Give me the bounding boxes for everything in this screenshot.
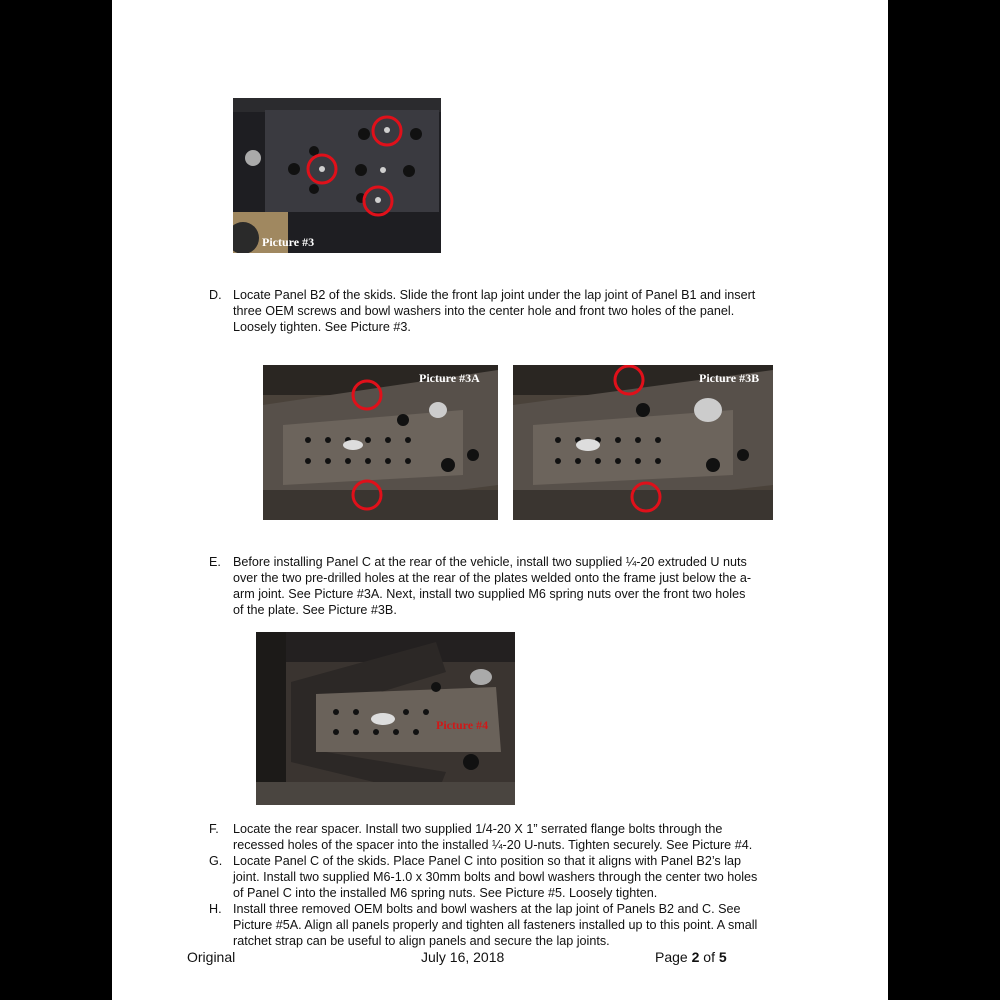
step-line: joint. Install two supplied M6-1.0 x 30mm bolts and bowl washers through the center two holes: [233, 870, 758, 884]
picture-3a-image: [263, 365, 498, 520]
step-letter: F.: [209, 822, 219, 836]
step-d: [209, 287, 829, 335]
step-text: [233, 853, 757, 901]
step-text: [233, 901, 757, 949]
footer-date: July 16, 2018: [421, 949, 505, 965]
step-h: [209, 901, 829, 949]
step-line: Before installing Panel C at the rear of the vehicle, install two supplied ¼-20 extruded U nuts: [233, 555, 747, 569]
step-line: Locate the rear spacer. Install two supplied 1/4-20 X 1” serrated flange bolts through the: [233, 822, 723, 836]
picture-3b-caption: Picture #3B: [699, 371, 760, 385]
step-text: [233, 821, 752, 853]
step-line: of Panel C into the installed M6 spring nuts. See Picture #5. Loosely tighten.: [233, 886, 658, 900]
picture-3-caption: Picture #3: [262, 235, 315, 249]
step-text: [233, 287, 755, 335]
step-text: [233, 554, 751, 618]
step-letter: H.: [209, 902, 222, 916]
step-line: ratchet strap can be useful to align panels and secure the lap joints.: [233, 934, 610, 948]
picture-3-image: [233, 98, 441, 253]
picture-4-image: [256, 632, 515, 805]
step-f: [209, 821, 829, 853]
picture-4-caption: Picture #4: [436, 718, 489, 732]
step-line: recessed holes of the spacer into the installed ¼-20 U-nuts. Tighten securely. See Picture #4.: [233, 838, 753, 852]
step-line: Loosely tighten. See Picture #3.: [233, 320, 411, 334]
footer-revision: Original: [187, 949, 236, 965]
step-line: of the plate. See Picture #3B.: [233, 603, 397, 617]
step-line: Locate Panel C of the skids. Place Panel C into position so that it aligns with Panel B2’s lap: [233, 854, 742, 868]
footer-page-number: Page 2 of 5: [655, 949, 727, 965]
picture-3b-image: [513, 365, 773, 520]
step-line: three OEM screws and bowl washers into the center hole and front two holes of the panel.: [233, 304, 735, 318]
step-letter: G.: [209, 854, 223, 868]
step-line: Picture #5A. Align all panels properly and tighten all fasteners installed up to this point. A small: [233, 918, 758, 932]
step-line: arm joint. See Picture #3A. Next, install two supplied M6 spring nuts over the front two holes: [233, 587, 746, 601]
document-page: [112, 0, 888, 1000]
step-letter: E.: [209, 555, 221, 569]
picture-3a-caption: Picture #3A: [419, 371, 480, 385]
step-e: [209, 554, 829, 618]
step-letter: D.: [209, 288, 222, 302]
step-line: over the two pre-drilled holes at the rear of the plates welded onto the frame just below the a-: [233, 571, 752, 585]
step-line: Install three removed OEM bolts and bowl washers at the lap joint of Panels B2 and C. See: [233, 902, 741, 916]
step-line: Locate Panel B2 of the skids. Slide the front lap joint under the lap joint of Panel B1 and insert: [233, 288, 756, 302]
step-g: [209, 853, 829, 901]
